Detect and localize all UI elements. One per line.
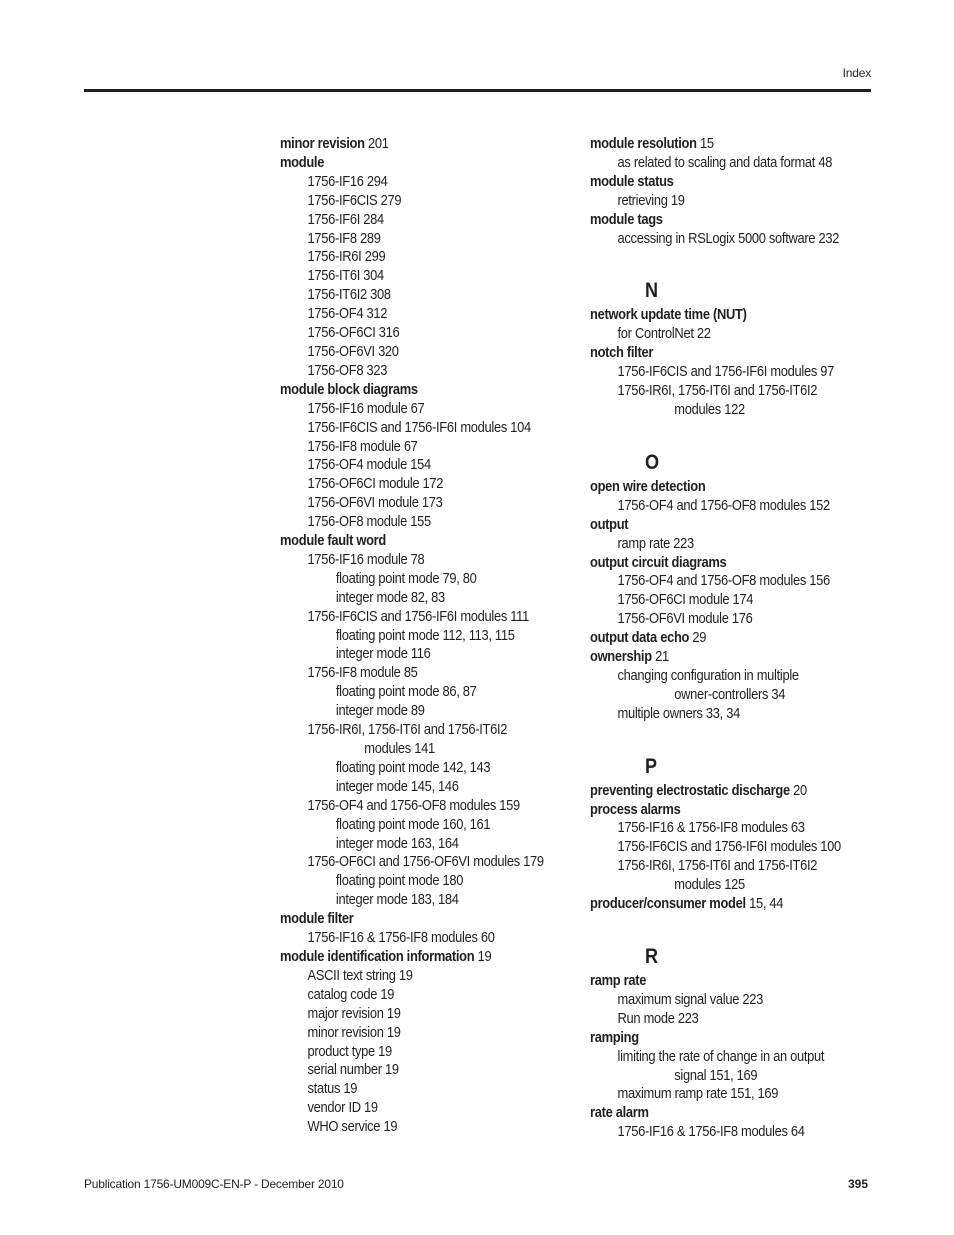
index-pages: 1756-OF6CI and 1756-OF6VI modules 179 xyxy=(307,853,544,871)
index-entry xyxy=(590,211,874,230)
index-pages: 1756-IF16 294 xyxy=(307,172,388,190)
index-pages: 1756-IT6I2 308 xyxy=(307,286,391,304)
index-subentry xyxy=(280,248,564,267)
index-pages: modules 141 xyxy=(364,740,435,757)
index-pages: 1756-IT6I 304 xyxy=(307,267,384,285)
index-term: ramp rate xyxy=(590,972,647,989)
index-pages: ASCII text string 19 xyxy=(307,966,413,984)
index-subentry xyxy=(280,324,564,343)
index-pages: 1756-IF6CIS and 1756-IF6I modules 97 xyxy=(617,363,835,381)
index-pages: 1756-IF8 289 xyxy=(307,229,381,247)
index-subentry xyxy=(280,494,564,513)
index-pages: 201 xyxy=(364,135,389,152)
index-pages: floating point mode 86, 87 xyxy=(335,683,477,701)
index-subentry xyxy=(280,759,564,778)
index-term: module resolution xyxy=(590,135,697,152)
index-pages: 1756-OF6CI module 172 xyxy=(307,475,444,493)
index-pages: 1756-IR6I, 1756-IT6I and 1756-IT6I2 xyxy=(307,721,508,739)
index-subentry xyxy=(280,286,564,305)
index-subentry xyxy=(280,475,564,494)
index-subentry xyxy=(280,778,564,797)
index-pages: serial number 19 xyxy=(307,1061,399,1079)
index-subentry xyxy=(280,967,564,986)
index-subentry xyxy=(280,192,564,211)
index-term: minor revision xyxy=(280,135,365,152)
index-pages: 1756-OF4 and 1756-OF8 modules 159 xyxy=(307,796,520,814)
index-subentry xyxy=(280,419,564,438)
index-subentry xyxy=(280,1080,564,1099)
index-entry xyxy=(590,516,874,535)
index-subentry xyxy=(280,740,564,759)
index-term: output xyxy=(590,515,629,533)
index-pages: maximum ramp rate 151, 169 xyxy=(617,1085,779,1103)
index-entry xyxy=(590,554,874,573)
index-pages: 29 xyxy=(689,629,707,647)
index-pages: maximum signal value 223 xyxy=(617,990,764,1008)
index-pages: floating point mode 180 xyxy=(335,872,464,890)
index-pages: 1756-OF8 module 155 xyxy=(307,513,431,531)
index-pages: floating point mode 79, 80 xyxy=(335,569,477,587)
index-entry xyxy=(590,782,874,801)
index-pages: 1756-OF6VI 320 xyxy=(307,342,399,360)
index-subentry xyxy=(590,363,874,382)
index-term: preventing electrostatic discharge xyxy=(590,781,790,799)
index-subentry xyxy=(590,192,874,211)
index-subentry xyxy=(280,835,564,854)
index-column-right xyxy=(590,135,874,1142)
index-pages: 1756-OF4 and 1756-OF8 modules 156 xyxy=(617,572,830,590)
index-subentry xyxy=(280,683,564,702)
index-pages: 1756-OF6CI 316 xyxy=(307,324,400,342)
index-entry xyxy=(280,532,564,551)
index-subentry xyxy=(590,838,874,857)
index-pages: 1756-IF6CIS and 1756-IF6I modules 100 xyxy=(617,838,841,856)
index-subentry xyxy=(590,857,874,876)
index-subentry xyxy=(590,667,874,686)
index-pages: product type 19 xyxy=(307,1042,392,1060)
index-term: notch filter xyxy=(590,344,654,362)
index-subentry xyxy=(280,929,564,948)
index-pages: 1756-OF4 and 1756-OF8 modules 152 xyxy=(617,496,830,514)
index-section-letter: O xyxy=(645,450,659,474)
index-subentry xyxy=(280,797,564,816)
index-pages: limiting the rate of change in an output xyxy=(617,1047,825,1065)
index-pages: integer mode 116 xyxy=(335,645,431,663)
index-term: ownership xyxy=(590,648,652,666)
index-subentry xyxy=(280,551,564,570)
index-subentry xyxy=(280,872,564,891)
index-subentry xyxy=(280,645,564,664)
index-subentry xyxy=(590,401,874,420)
index-subentry xyxy=(280,343,564,362)
index-entry xyxy=(590,629,874,648)
index-pages: 21 xyxy=(651,648,669,666)
index-entry xyxy=(590,801,874,820)
index-subentry xyxy=(280,721,564,740)
index-subentry xyxy=(590,1010,874,1029)
index-subentry xyxy=(280,853,564,872)
index-pages: modules 125 xyxy=(674,876,745,894)
index-pages: vendor ID 19 xyxy=(307,1099,378,1117)
running-header: Index xyxy=(842,66,871,80)
index-subentry xyxy=(590,1067,874,1086)
index-subentry xyxy=(590,497,874,516)
index-subentry xyxy=(280,986,564,1005)
index-entry xyxy=(590,1029,874,1048)
index-entry xyxy=(590,1104,874,1123)
index-subentry xyxy=(590,610,874,629)
index-pages: floating point mode 112, 113, 115 xyxy=(335,626,515,644)
index-term: process alarms xyxy=(590,800,681,818)
index-pages: 1756-IF16 & 1756-IF8 modules 63 xyxy=(617,819,805,837)
index-subentry xyxy=(280,570,564,589)
index-subentry xyxy=(280,816,564,835)
index-term: open wire detection xyxy=(590,477,706,495)
index-pages: major revision 19 xyxy=(307,1004,401,1022)
index-term: producer/consumer model xyxy=(590,895,746,913)
index-pages: 1756-IF6I 284 xyxy=(307,210,384,228)
index-pages: 20 xyxy=(789,781,807,799)
index-subentry xyxy=(590,591,874,610)
index-subentry xyxy=(280,400,564,419)
index-subentry xyxy=(590,382,874,401)
index-subentry xyxy=(590,705,874,724)
index-subentry xyxy=(280,608,564,627)
index-subentry xyxy=(590,686,874,705)
index-term: ramping xyxy=(590,1028,639,1046)
index-section-letter: N xyxy=(645,279,658,303)
index-subentry xyxy=(280,438,564,457)
index-pages: WHO service 19 xyxy=(307,1118,398,1136)
index-subentry xyxy=(590,1085,874,1104)
index-subentry xyxy=(590,876,874,895)
index-term: output circuit diagrams xyxy=(590,553,727,571)
index-pages: 1756-IF8 module 67 xyxy=(307,437,418,455)
index-pages: as related to scaling and data format 48 xyxy=(617,153,833,171)
index-pages: 15, 44 xyxy=(745,895,784,913)
index-term: module block diagrams xyxy=(280,380,418,398)
index-pages: 1756-IR6I, 1756-IT6I and 1756-IT6I2 xyxy=(617,382,818,400)
index-term: module tags xyxy=(590,210,663,228)
index-subentry xyxy=(590,325,874,344)
index-entry xyxy=(280,135,564,154)
index-pages: changing configuration in multiple xyxy=(617,666,799,684)
index-subentry xyxy=(280,305,564,324)
index-pages: accessing in RSLogix 5000 software 232 xyxy=(617,229,840,247)
index-pages: integer mode 163, 164 xyxy=(335,834,459,852)
index-entry xyxy=(280,910,564,929)
index-entry xyxy=(590,306,874,325)
index-subentry xyxy=(280,267,564,286)
index-pages: catalog code 19 xyxy=(307,985,395,1003)
index-term: output data echo xyxy=(590,629,690,647)
index-subentry xyxy=(590,535,874,554)
index-entry xyxy=(280,154,564,173)
index-pages: multiple owners 33, 34 xyxy=(617,704,740,722)
index-pages: integer mode 183, 184 xyxy=(335,891,459,909)
index-pages: 1756-IF16 & 1756-IF8 modules 64 xyxy=(617,1123,805,1141)
index-pages: integer mode 145, 146 xyxy=(335,777,459,795)
index-subentry xyxy=(590,154,874,173)
header-rule xyxy=(84,89,871,92)
index-subentry xyxy=(590,1123,874,1142)
publication-footer: Publication 1756-UM009C-EN-P - December 2010 xyxy=(84,1177,344,1191)
index-entry xyxy=(590,895,874,914)
index-entry xyxy=(590,648,874,667)
index-subentry xyxy=(590,572,874,591)
index-pages: 1756-IR6I 299 xyxy=(307,248,386,266)
index-pages: 1756-OF4 312 xyxy=(307,305,388,323)
index-subentry xyxy=(280,362,564,381)
index-pages: Run mode 223 xyxy=(617,1009,699,1027)
index-pages: 1756-OF8 323 xyxy=(307,361,388,379)
index-subentry xyxy=(280,230,564,249)
index-subentry xyxy=(590,1048,874,1067)
index-section-letter: P xyxy=(645,754,657,778)
index-term: module xyxy=(280,153,325,171)
index-pages: 1756-OF4 module 154 xyxy=(307,456,431,474)
index-entry xyxy=(280,948,564,967)
index-pages: 1756-IF8 module 85 xyxy=(307,664,418,682)
index-entry xyxy=(590,135,874,154)
index-pages: status 19 xyxy=(307,1080,358,1098)
index-section-letter: R xyxy=(645,945,658,968)
index-subentry xyxy=(280,1043,564,1062)
index-subentry xyxy=(280,702,564,721)
index-subentry xyxy=(280,1061,564,1080)
index-subentry xyxy=(280,456,564,475)
index-entry xyxy=(590,972,874,991)
index-pages: 1756-OF6VI module 176 xyxy=(617,610,753,628)
index-pages: floating point mode 142, 143 xyxy=(335,758,491,776)
index-subentry xyxy=(280,1005,564,1024)
index-subentry xyxy=(280,1099,564,1118)
index-pages: minor revision 19 xyxy=(307,1023,401,1041)
index-subentry xyxy=(280,589,564,608)
page-number: 395 xyxy=(847,1177,868,1191)
index-pages: 1756-OF6VI module 173 xyxy=(307,494,443,512)
index-term: module identification information xyxy=(280,947,475,965)
index-subentry xyxy=(280,1118,564,1137)
index-term: module filter xyxy=(280,910,354,928)
index-pages: integer mode 82, 83 xyxy=(335,588,445,606)
index-pages: 1756-IR6I, 1756-IT6I and 1756-IT6I2 xyxy=(617,857,818,875)
index-pages: 1756-OF6CI module 174 xyxy=(617,591,754,609)
index-entry xyxy=(590,344,874,363)
index-subentry xyxy=(590,819,874,838)
index-entry xyxy=(280,381,564,400)
index-subentry xyxy=(280,1024,564,1043)
index-pages: floating point mode 160, 161 xyxy=(335,815,491,833)
index-pages: 1756-IF16 & 1756-IF8 modules 60 xyxy=(307,929,495,947)
index-subentry xyxy=(590,991,874,1010)
index-subentry xyxy=(280,891,564,910)
index-subentry xyxy=(590,230,874,249)
index-pages: 1756-IF6CIS and 1756-IF6I modules 111 xyxy=(307,607,529,625)
index-pages: retrieving 19 xyxy=(617,191,685,209)
index-pages: 15 xyxy=(696,135,714,152)
index-subentry xyxy=(280,211,564,230)
index-pages: 1756-IF6CIS and 1756-IF6I modules 104 xyxy=(307,418,531,436)
index-entry xyxy=(590,478,874,497)
index-subentry xyxy=(280,664,564,683)
index-subentry xyxy=(280,513,564,532)
index-pages: owner-controllers 34 xyxy=(674,685,786,703)
index-pages: 1756-IF16 module 67 xyxy=(307,399,425,417)
index-term: rate alarm xyxy=(590,1104,649,1122)
index-pages: 1756-IF6CIS 279 xyxy=(307,191,402,209)
index-subentry xyxy=(280,173,564,192)
index-column-left xyxy=(280,135,564,1137)
index-pages: modules 122 xyxy=(674,400,745,418)
index-term: network update time (NUT) xyxy=(590,306,747,324)
index-term: module status xyxy=(590,172,674,190)
index-pages: signal 151, 169 xyxy=(674,1066,758,1084)
index-pages: 1756-IF16 module 78 xyxy=(307,550,425,568)
index-pages: for ControlNet 22 xyxy=(617,325,711,343)
index-pages: integer mode 89 xyxy=(335,702,425,720)
index-pages: ramp rate 223 xyxy=(617,534,694,552)
index-entry xyxy=(590,173,874,192)
index-pages: 19 xyxy=(474,947,492,965)
index-term: module fault word xyxy=(280,532,386,550)
index-subentry xyxy=(280,627,564,646)
